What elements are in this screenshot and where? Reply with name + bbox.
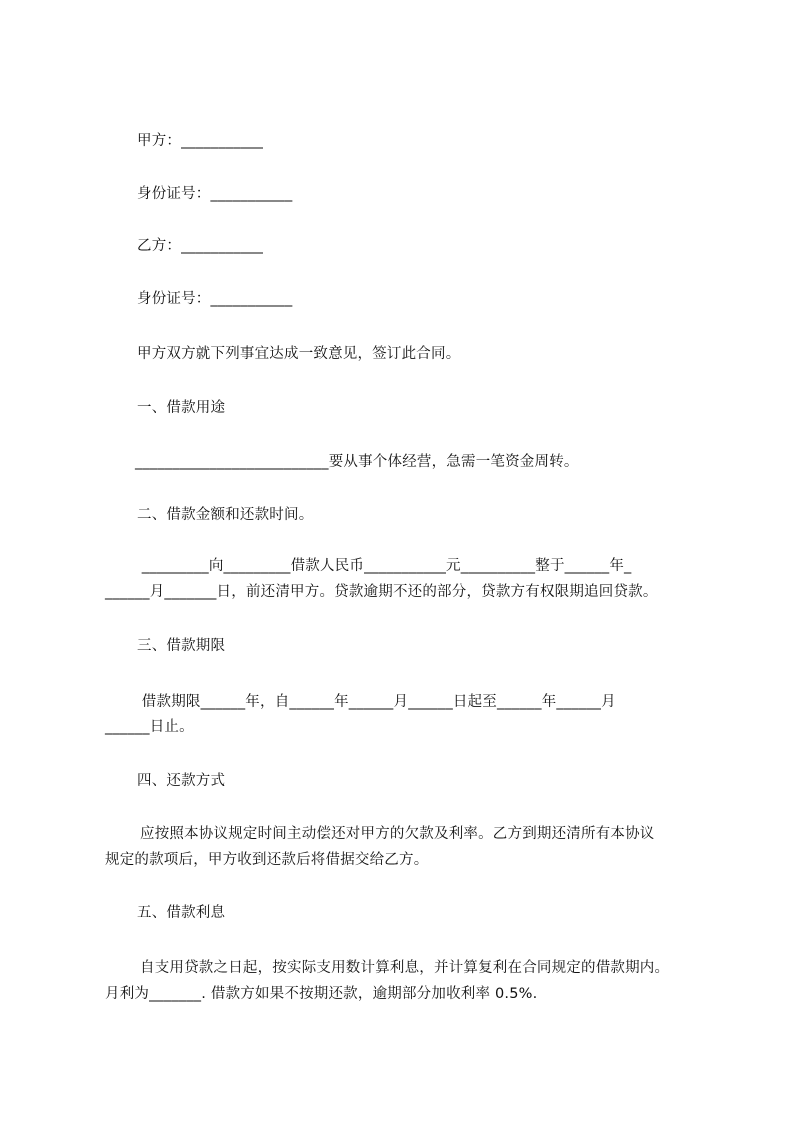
section-text: 自支用贷款之日起，按实际支用数计算利息，并计算复利在合同规定的借款期内。 — [140, 960, 670, 976]
party-a-field: 甲方：___________ — [137, 133, 264, 149]
section-text: ______月_______日，前还清甲方。贷款逾期不还的部分，贷款方有权限期追回贷款。 — [105, 584, 658, 600]
section-heading: 五、借款利息 — [137, 905, 226, 921]
section-heading: 三、借款期限 — [137, 638, 226, 654]
section-text: __________________________要从事个体经营，急需一笔资金周转。 — [135, 454, 579, 470]
party-a-id-field: 身份证号：___________ — [137, 186, 293, 202]
section-text: ______日止。 — [105, 719, 194, 735]
party-b-id-field: 身份证号：___________ — [137, 291, 293, 307]
section-text: 借款期限______年，自______年______月______日起至______年______月 — [137, 694, 616, 710]
intro-paragraph: 甲方双方就下列事宜达成一致意见，签订此合同。 — [137, 346, 461, 362]
section-text: 规定的款项后，甲方收到还款后将借据交给乙方。 — [105, 852, 429, 868]
section-heading: 二、借款金额和还款时间。 — [137, 507, 314, 523]
section-text: 应按照本协议规定时间主动偿还对甲方的欠款及利率。乙方到期还清所有本协议 — [140, 826, 655, 842]
section-heading: 一、借款用途 — [137, 400, 226, 416]
section-text: 月利为_______. 借款方如果不按期还款，逾期部分加收利率 0.5%. — [105, 986, 538, 1002]
section-text: _________向_________借款人民币___________元__________整于______年_ — [137, 558, 632, 574]
party-b-field: 乙方：___________ — [137, 238, 264, 254]
section-heading: 四、还款方式 — [137, 773, 226, 789]
